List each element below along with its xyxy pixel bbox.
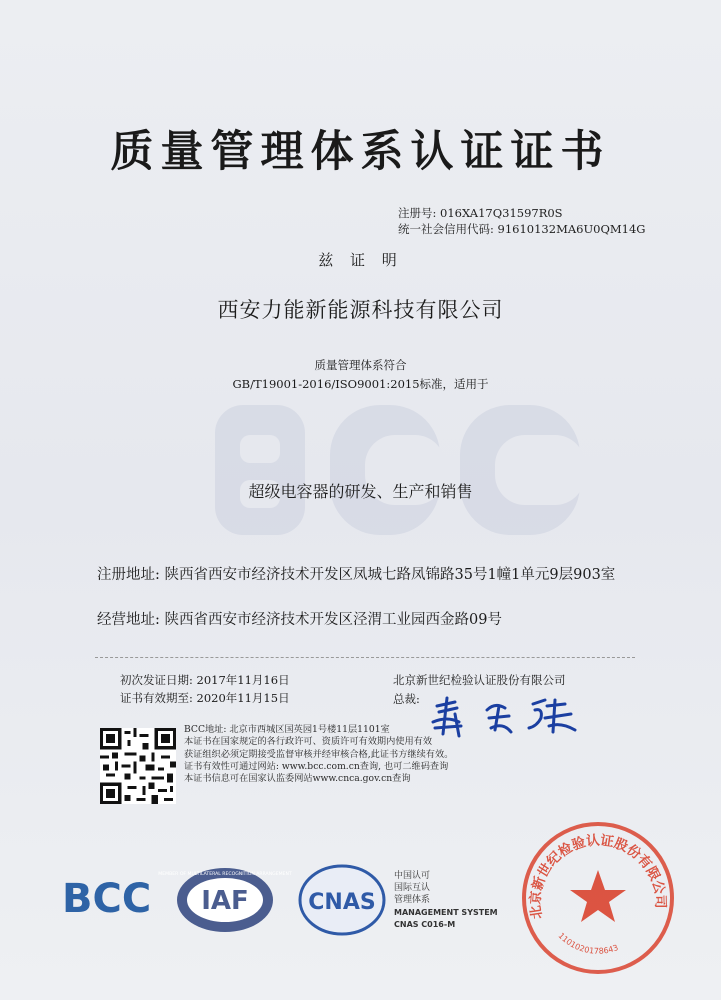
registration-info: [398, 205, 646, 237]
cnas-en-1: MANAGEMENT SYSTEM: [394, 908, 498, 917]
cnas-cn-1: 中国认可: [394, 871, 431, 881]
cnas-logo: [300, 866, 498, 934]
cnas-cn-3: 管理体系: [394, 895, 431, 905]
iaf-logo-text: IAF: [201, 886, 249, 916]
cnas-en-2: CNAS C016-M: [394, 920, 456, 929]
bcc-logo: [62, 876, 151, 922]
bcc-logo-text: BCC: [62, 876, 152, 922]
note-line: 证书有效性可通过网站: www.bcc.com.cn查询, 也可二维码查询: [184, 760, 449, 772]
seal-number: 1101020178643: [556, 931, 620, 956]
iaf-ring-text: MEMBER OF MULTILATERAL RECOGNITION ARRANGEMENT: [158, 872, 292, 877]
watermark-bcc: [205, 395, 605, 545]
valid-until-date: [120, 689, 290, 707]
registered-address: [97, 564, 637, 586]
certificate-title: 质量管理体系认证证书: [110, 127, 611, 177]
registered-address-label: 注册地址:: [97, 567, 160, 583]
credit-code-value: 91610132MA6U0QM14G: [497, 222, 646, 236]
operating-address: [97, 609, 637, 631]
first-issue-date: [120, 671, 290, 689]
seal-text: 北京新世纪检验认证股份有限公司: [527, 832, 669, 920]
standard-statement: [0, 356, 721, 394]
registration-number-value: 016XA17Q31597R0S: [440, 206, 563, 220]
note-line: 获证组织必须定期接受监督审核并经审核合格,此证书方继续有效。: [184, 748, 454, 760]
first-issue-label: 初次发证日期:: [120, 673, 193, 687]
registration-number: [398, 205, 646, 221]
qr-code: [100, 728, 176, 804]
valid-until-value: 2020年11月15日: [196, 691, 290, 705]
certification-scope: 超级电容器的研发、生产和销售: [248, 482, 473, 501]
registered-address-value: 陕西省西安市经济技术开发区凤城七路凤锦路35号1幢1单元9层903室: [164, 567, 616, 583]
credit-code-label: 统一社会信用代码:: [398, 222, 494, 236]
issuer-name: 北京新世纪检验认证股份有限公司: [393, 673, 566, 687]
cnas-logo-text: CNAS: [308, 890, 376, 915]
note-line: 本证书信息可在国家认监委网站www.cnca.gov.cn查询: [184, 773, 411, 785]
certificate-dates: [120, 671, 290, 707]
cnas-cn-2: 国际互认: [394, 883, 431, 893]
divider: [95, 657, 635, 658]
credit-code: [398, 221, 646, 237]
hereby-certify: 兹 证 明: [318, 251, 403, 269]
accreditation-logos: [60, 860, 520, 940]
note-line: BCC地址: 北京市西城区国英园1号楼11层1101室: [184, 724, 390, 735]
president-label: 总裁:: [393, 692, 420, 706]
certificate-notes: [184, 724, 524, 785]
registration-number-label: 注册号:: [398, 206, 437, 220]
note-line: 本证书在国家规定的各行政许可、资质许可有效期内使用有效: [184, 736, 433, 748]
standard-line-1: 质量管理体系符合: [314, 358, 407, 372]
operating-address-label: 经营地址:: [97, 612, 160, 628]
iaf-logo: [158, 868, 292, 932]
official-seal: [518, 818, 678, 978]
company-name: 西安力能新能源科技有限公司: [217, 298, 504, 322]
standard-line-2: GB/T19001-2016/ISO9001:2015标准，适用于: [232, 377, 489, 391]
operating-address-value: 陕西省西安市经济技术开发区泾渭工业园西金路09号: [164, 612, 502, 628]
valid-until-label: 证书有效期至:: [120, 691, 193, 705]
first-issue-value: 2017年11月16日: [196, 673, 290, 687]
